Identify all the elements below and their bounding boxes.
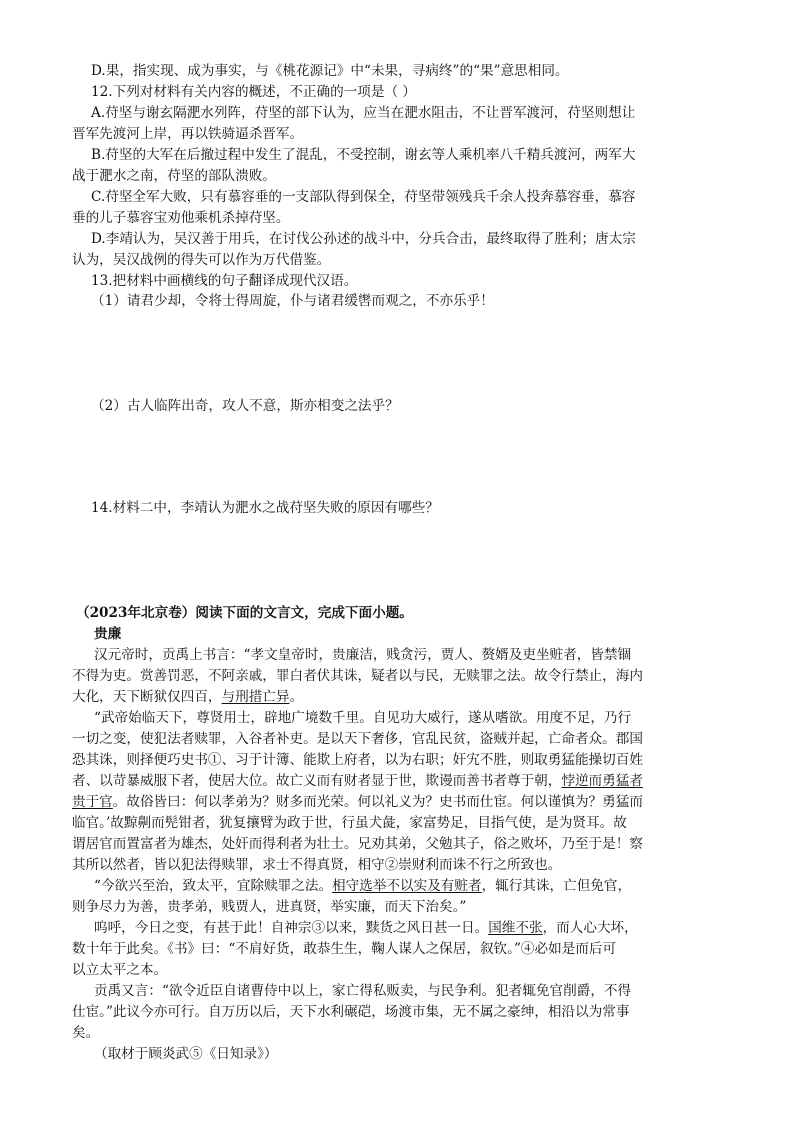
q12-option-b-cont: 战于淝水之南，苻坚的部队溃败。 [72,168,276,184]
q13-stem: 13.把材料中画横线的句子翻译成现代汉语。 [91,273,358,289]
passage-line: 贡禹又言：“欲令近臣自诸曹侍中以上，家亡得私贩卖，与民争利。犯者辄免官削爵，不得 [94,983,632,999]
underlined-sentence: 相守选举不以实及有赃者 [332,878,482,894]
passage-line: 临官。’故黥劓而髡钳者，犹复攘臂为政于世，行虽犬彘，家富势足，目指气使，是为贤耳。故 [72,815,627,831]
q13-sentence-1: （1）请君少却，令将士得周旋，仆与诸君缓辔而观之，不亦乐乎！ [91,293,494,309]
q12-option-a: A.苻坚与谢玄隔淝水列阵，苻坚的部下认为，应当在淝水阻击，不让晋军渡河，苻坚则想让 [91,105,636,121]
q12-stem: 12.下列对材料有关内容的概述，不正确的一项是（ ） [91,84,417,100]
passage-source: （取材于顾炎武⑤《日知录》） [94,1046,278,1062]
q12-option-a-cont: 晋军先渡河上岸，再以铁骑逼杀晋军。 [72,126,304,142]
passage-line: 数十年于此矣。《书》曰：“不肩好货，敢恭生生，鞠人谋人之保居，叙钦。”④必如是而后可 [72,941,617,957]
passage-line: 其所以然者，皆以犯法得赎罪，求士不得真贤，相守②崇财利而诛不行之所致也。 [72,857,562,873]
q12-option-d: D.李靖认为，吴汉善于用兵，在讨伐公孙述的战斗中，分兵合击，最终取得了胜利；唐太宗 [91,231,636,247]
underlined-sentence: 悖逆而勇猛者 [561,773,643,789]
underlined-sentence: 国维不张 [488,920,543,936]
passage-line: 汉元帝时，贡禹上书言：“孝文皇帝时，贵廉洁，贱贪污，贾人、赘婿及吏坐赃者，皆禁锢 [94,647,632,663]
passage-line: 呜呼，今日之变，有甚于此！自神宗③以来，黩货之风日甚一日。国维不张，而人心大坏， [94,920,638,936]
passage-line: 者、以苛暴威服下者，使居大位。故亡义而有财者显于世，欺谩而善书者尊于朝，悖逆而勇猛者 [72,773,643,789]
passage-line: 贵于官。故俗皆曰：何以孝弟为？财多而光荣。何以礼义为？史书而仕宦。何以谨慎为？勇猛而 [72,794,643,810]
passage-line: 恐其诛，则择便巧史书①、习于计簿、能欺上府者，以为右职；奸宄不胜，则取勇猛能操切百姓 [72,752,643,768]
q11-option-d: D.果，指实现、成为事实，与《桃花源记》中“未果，寻病终”的“果”意思相同。 [91,63,569,79]
passage-line: 则争尽力为善，贵孝弟，贱贾人，进真贤，举实廉，而天下治矣。” [72,899,467,915]
passage-title: 贵廉 [94,626,122,642]
q12-option-d-cont: 认为，吴汉战例的得失可以作为万代借鉴。 [72,252,331,268]
passage-line: 以立太平之本。 [72,962,168,978]
q12-option-b: B.苻坚的大军在后撤过程中发生了混乱，不受控制，谢玄等人乘机率八千精兵渡河，两军大 [91,147,636,163]
passage-line: 一切之变，使犯法者赎罪，入谷者补吏。是以天下奢侈，官乱民贫，盗贼并起，亡命者众。郡国 [72,731,643,747]
passage-line: 谓居官而置富者为雄杰，处奸而得利者为壮士。兄劝其弟，父勉其子，俗之败坏，乃至于是！察 [72,836,643,852]
q12-option-c-cont: 垂的儿子慕容宝劝他乘机杀掉苻坚。 [72,210,290,226]
q13-sentence-2: （2）古人临阵出奇，攻人不意，斯亦相变之法乎？ [91,398,399,414]
q12-option-c: C.苻坚全军大败，只有慕容垂的一支部队得到保全，苻坚带领残兵千余人投奔慕容垂，慕容 [91,189,636,205]
q14-stem: 14.材料二中，李靖认为淝水之战苻坚失败的原因有哪些？ [91,500,439,516]
underlined-sentence: 贵于官 [72,794,113,810]
passage-line: “武帝始临天下，尊贤用士，辟地广境数千里。自见功大威行，遂从嗜欲。用度不足，乃行 [94,710,632,726]
passage-line: 矣。 [72,1025,100,1041]
passage-line: 仕宦。”此议今亦可行。自万历以后，天下水利碾硙，场渡市集，无不属之豪绅，相沿以为常事 [72,1004,630,1020]
passage-line: 不得为吏。赏善罚恶，不阿亲戚，罪白者伏其诛，疑者以与民，无赎罪之法。故令行禁止，海内 [72,668,643,684]
underlined-sentence: 与刑措亡异 [221,689,290,705]
passage-line: 大化，天下断狱仅四百，与刑措亡异。 [72,689,304,705]
passage-line: “今欲兴至治，致太平，宜除赎罪之法。相守选举不以实及有赃者，辄行其诛，亡但免官， [94,878,632,894]
passage-intro: （2023年北京卷）阅读下面的文言文，完成下面小题。 [76,605,413,621]
